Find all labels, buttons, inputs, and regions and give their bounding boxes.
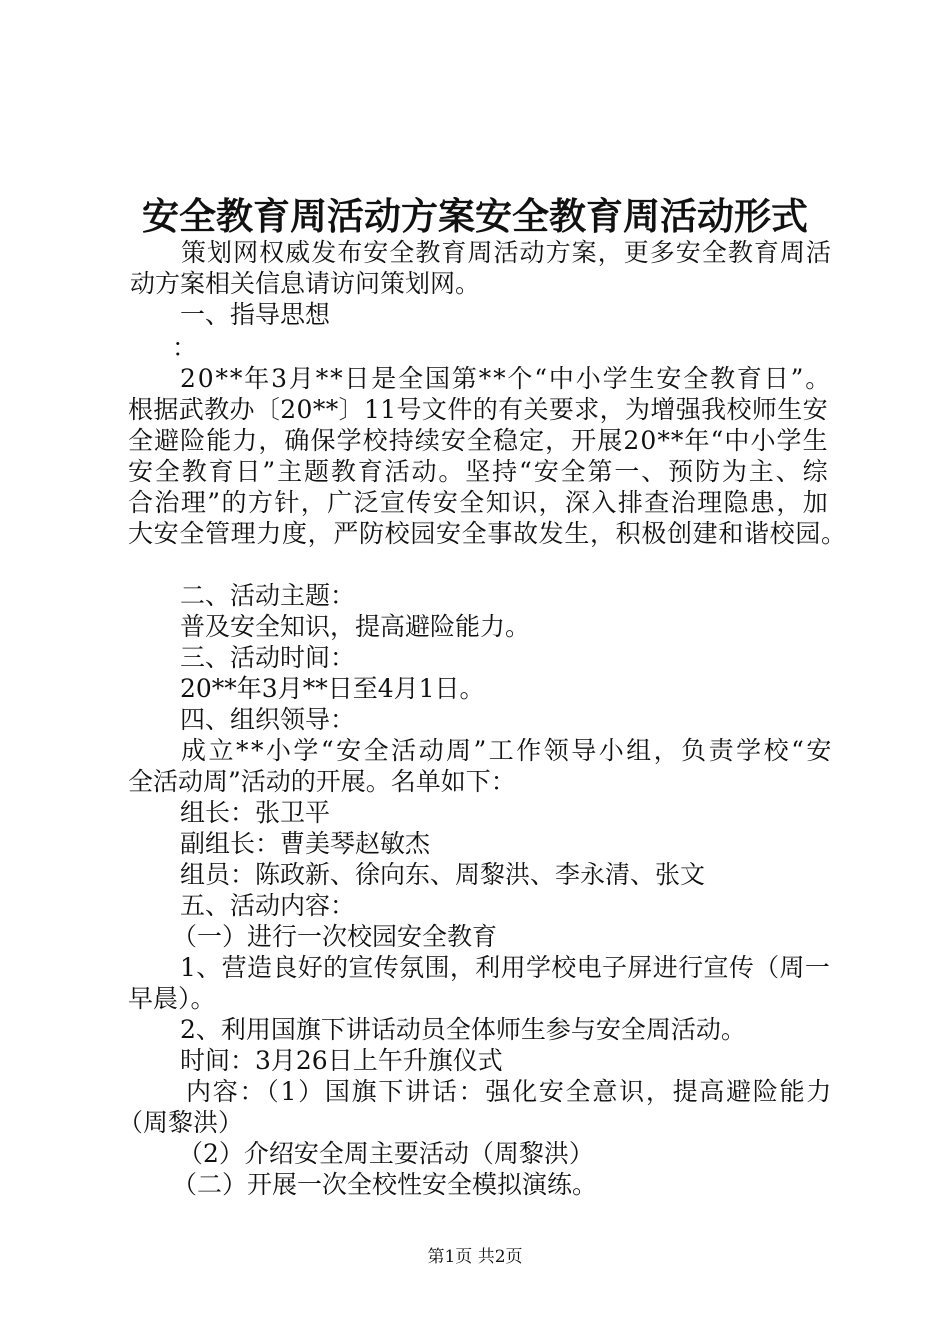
paragraph-line: 全活动周”活动的开展。名单如下： xyxy=(128,767,516,796)
document-title: 安全教育周活动方案安全教育周活动形式 xyxy=(142,194,808,238)
page-footer: 第1页 共2页 xyxy=(427,1247,523,1267)
section-heading: 五、活动内容： xyxy=(180,891,356,920)
paragraph-line: （2）介绍安全周主要活动（周黎洪） xyxy=(178,1139,594,1168)
paragraph-line: 1、营造良好的宣传氛围，利用学校电子屏进行宣传（周一 xyxy=(180,953,831,982)
paragraph-line: ： xyxy=(172,333,198,362)
paragraph-line: 组员：陈政新、徐向东、周黎洪、李永清、张文 xyxy=(180,860,706,889)
paragraph-line: 组长：张卫平 xyxy=(180,798,331,827)
subsection-heading: （一）进行一次校园安全教育 xyxy=(172,922,498,951)
paragraph-line: 内容：（1）国旗下讲话：强化安全意识，提高避险能力 xyxy=(186,1077,834,1106)
section-heading: 一、指导思想 xyxy=(180,300,331,329)
paragraph-line: 动方案相关信息请访问策划网。 xyxy=(130,269,481,298)
paragraph-line: 早晨）。 xyxy=(128,984,216,1013)
section-heading: 四、组织领导： xyxy=(180,705,356,734)
paragraph-line: 2、利用国旗下讲话动员全体师生参与安全周活动。 xyxy=(180,1015,746,1044)
paragraph-line: 安全教育日”主题教育活动。坚持“安全第一、预防为主、综 xyxy=(128,457,830,486)
paragraph-line: 策划网权威发布安全教育周活动方案，更多安全教育周活 xyxy=(181,238,833,267)
paragraph-line: （周黎洪） xyxy=(118,1108,244,1137)
paragraph-line: 全避险能力，确保学校持续安全稳定，开展20**年“中小学生 xyxy=(128,426,829,455)
paragraph-line: 时间：3月26日上午升旗仪式 xyxy=(180,1046,503,1075)
paragraph-line: 副组长：曹美琴赵敏杰 xyxy=(180,829,431,858)
section-heading: 三、活动时间： xyxy=(180,643,356,672)
paragraph-line: 20**年3月**日是全国第**个“中小学生安全教育日”。 xyxy=(180,364,833,393)
section-heading: 二、活动主题： xyxy=(180,581,356,610)
paragraph-line: 普及安全知识，提高避险能力。 xyxy=(180,612,531,641)
paragraph-line: 成立**小学“安全活动周”工作领导小组，负责学校“安 xyxy=(181,736,834,765)
subsection-heading: （二）开展一次全校性安全模拟演练。 xyxy=(172,1170,598,1199)
paragraph-line: 20**年3月**日至4月1日。 xyxy=(180,674,485,703)
paragraph-line: 根据武教办〔20**〕11号文件的有关要求，为增强我校师生安 xyxy=(128,395,829,424)
paragraph-line: 合治理”的方针，广泛宣传安全知识，深入排查治理隐患，加 xyxy=(128,488,830,517)
paragraph-line: 大安全管理力度，严防校园安全事故发生，积极创建和谐校园。 xyxy=(128,519,847,548)
